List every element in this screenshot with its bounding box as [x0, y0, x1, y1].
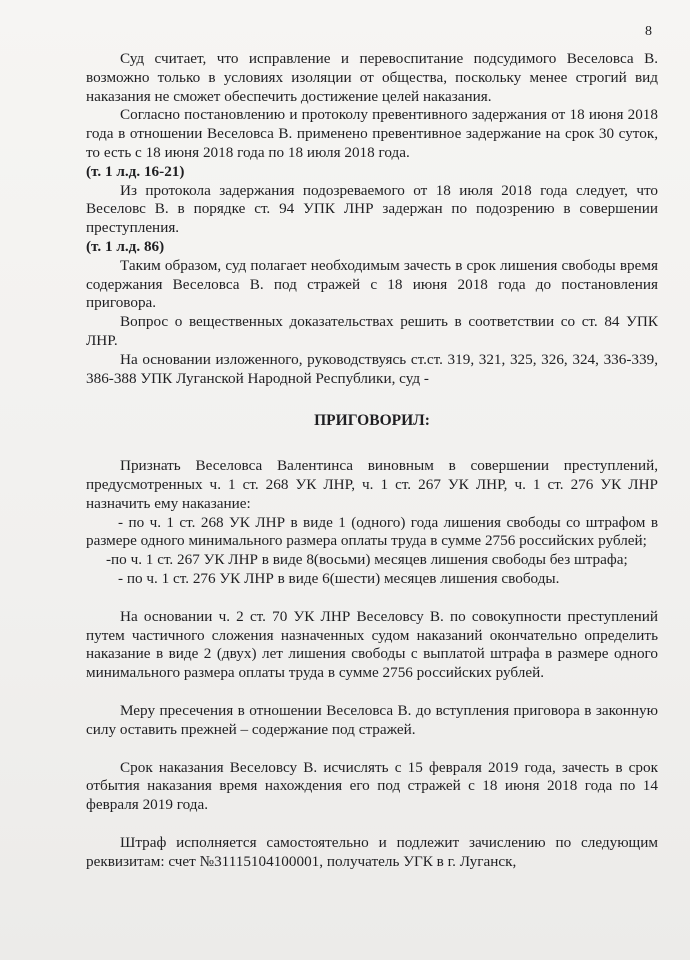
- paragraph-term-start: Срок наказания Веселовсу В. исчислять с 15 февраля 2019 года, зачесть в срок отбытия наказания время нахождения его под стражей с 18 июня 2018 года по 14 февраля 2019 года.: [86, 758, 658, 814]
- paragraph-preventive-detention: Согласно постановлению и протоколу превентивного задержания от 18 июня 2018 года в отношении Веселовса В. применено превентивное задержание на срок 30 суток, то есть с 18 июня 2018 года по 18 июля 2018 года.: [86, 106, 658, 161]
- case-reference-1: (т. 1 л.д. 16-21): [86, 162, 185, 180]
- paragraph-isolation: Суд считает, что исправление и перевоспитание подсудимого Веселовса В. возможно только в условиях изоляции от общества, поскольку менее строгий вид наказания не сможет обеспечить достижение целей наказания.: [86, 50, 658, 105]
- paragraph-detention-protocol: Из протокола задержания подозреваемого от 18 июля 2018 года следует, что Веселовс В. в порядке ст. 94 УПК ЛНР задержан по подозрению в совершении преступления.: [86, 181, 658, 237]
- paragraph-grounds: На основании изложенного, руководствуясь ст.ст. 319, 321, 325, 326, 324, 336-339, 386-388 УПК Луганской Народной Республики, суд -: [86, 350, 658, 387]
- paragraph-final-sentence: На основании ч. 2 ст. 70 УК ЛНР Веселовсу В. по совокупности преступлений путем частичного сложения назначенных судом наказаний окончательно определить наказание в виде 2 (двух) лет лишения свободы с выплатой штрафа в размере одного минимального размера оплаты труда в сумме 2756 российских рублей.: [86, 607, 658, 682]
- sentence-item-276: - по ч. 1 ст. 276 УК ЛНР в виде 6(шести) месяцев лишения свободы.: [118, 569, 560, 587]
- paragraph-fine-details: Штраф исполняется самостоятельно и подлежит зачислению по следующим реквизитам: счет №31115104100001, получатель УГК в г. Луганск,: [86, 833, 658, 870]
- paragraph-evidence: Вопрос о вещественных доказательствах решить в соответствии со ст. 84 УПК ЛНР.: [86, 313, 658, 349]
- paragraph-guilty: Признать Веселовса Валентинса виновным в совершении преступлений, предусмотренных ч. 1 ст. 268 УК ЛНР, ч. 1 ст. 267 УК ЛНР, ч. 1 ст. 276 УК ЛНР назначить ему наказание:: [86, 457, 658, 512]
- sentence-item-268: - по ч. 1 ст. 268 УК ЛНР в виде 1 (одного) года лишения свободы со штрафом в размере одного минимального размера оплаты труда в сумме 2756 российских рублей;: [86, 513, 658, 550]
- paragraph-preventive-measure: Меру пресечения в отношении Веселовса В. до вступления приговора в законную силу оставить прежней – содержание под стражей.: [86, 701, 658, 738]
- page-number: 8: [645, 24, 652, 39]
- document-body: [86, 50, 658, 871]
- case-reference-2: (т. 1 л.д. 86): [86, 237, 165, 255]
- verdict-heading: ПРИГОВОРИЛ:: [314, 412, 430, 430]
- sentence-item-267: -по ч. 1 ст. 267 УК ЛНР в виде 8(восьми) месяцев лишения свободы без штрафа;: [106, 551, 628, 569]
- paragraph-time-credit: Таким образом, суд полагает необходимым зачесть в срок лишения свободы время содержания Веселовса В. под стражей с 18 июня 2018 года до постановления приговора.: [86, 256, 658, 312]
